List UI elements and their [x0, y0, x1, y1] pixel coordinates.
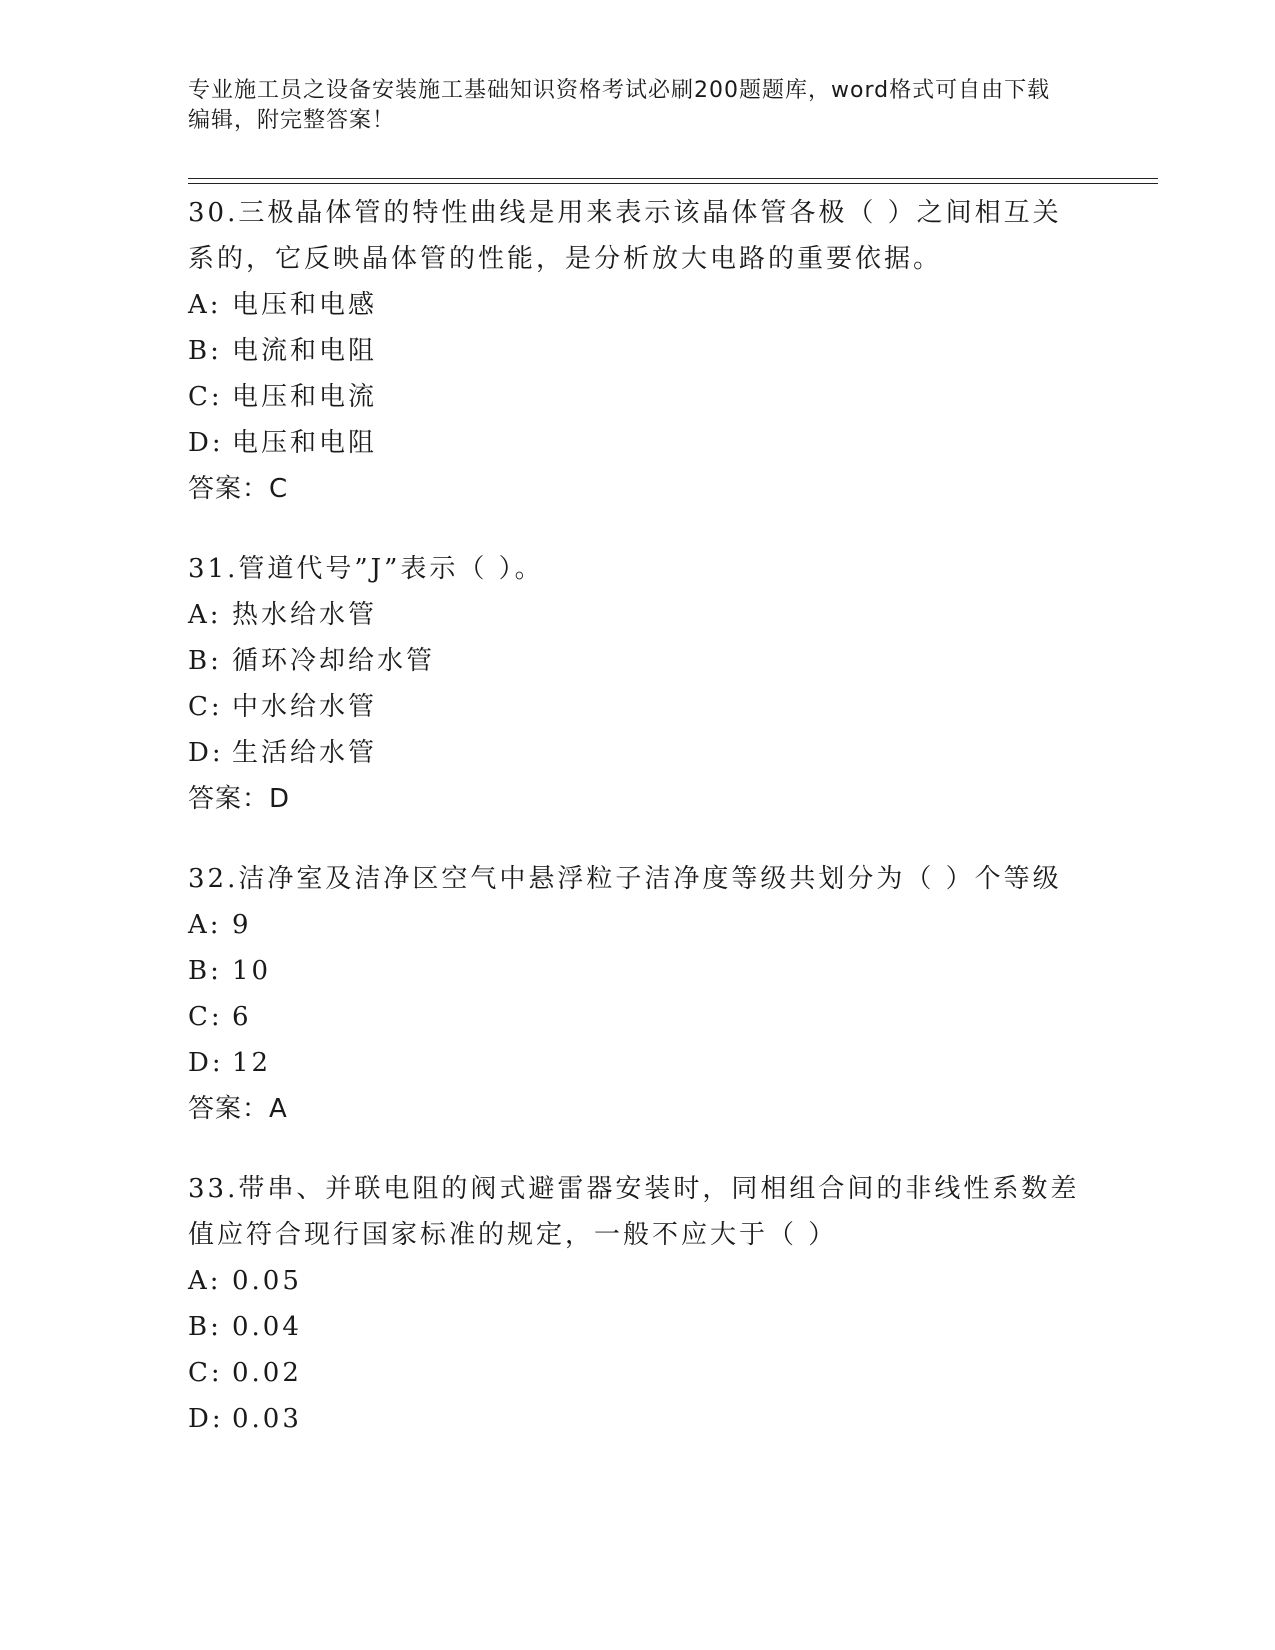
option-text: 0.04 — [232, 1312, 302, 1342]
option-key: A: — [188, 290, 222, 320]
option-text: 9 — [232, 910, 252, 940]
answer-line: 答案：A — [188, 1094, 288, 1124]
option-text: 中水给水管 — [232, 692, 378, 722]
question-32 — [188, 856, 1088, 1132]
option-text: 生活给水管 — [232, 738, 378, 768]
option-key: D: — [188, 1048, 224, 1078]
option-text: 热水给水管 — [232, 600, 378, 630]
option-key: C: — [188, 382, 223, 412]
header-divider-bottom — [188, 183, 1158, 184]
answer-line: 答案：C — [188, 474, 289, 504]
option-key: A: — [188, 600, 222, 630]
question-stem: 30.三极晶体管的特性曲线是用来表示该晶体管各极（ ）之间相互关系的，它反映晶体管的性能，是分析放大电路的重要依据。 — [188, 198, 1062, 274]
question-list — [188, 190, 1088, 1476]
question-stem: 33.带串、并联电阻的阀式避雷器安装时，同相组合间的非线性系数差值应符合现行国家标准的规定，一般不应大于（ ） — [188, 1174, 1080, 1250]
option-text: 0.05 — [232, 1266, 302, 1296]
question-33 — [188, 1166, 1088, 1442]
option-b — [188, 1304, 1088, 1350]
option-text: 循环冷却给水管 — [232, 646, 436, 676]
option-c — [188, 374, 1088, 420]
option-key: D: — [188, 428, 224, 458]
option-text: 12 — [232, 1048, 272, 1078]
option-text: 0.02 — [232, 1358, 302, 1388]
option-key: B: — [188, 646, 222, 676]
option-key: A: — [188, 1266, 222, 1296]
question-stem: 31.管道代号”J”表示（ ）。 — [188, 554, 544, 584]
option-c — [188, 684, 1088, 730]
option-b — [188, 328, 1088, 374]
option-key: B: — [188, 1312, 222, 1342]
option-key: C: — [188, 692, 223, 722]
option-text: 电流和电阻 — [232, 336, 378, 366]
option-a — [188, 592, 1088, 638]
option-text: 电压和电流 — [232, 382, 378, 412]
option-c — [188, 1350, 1088, 1396]
option-d — [188, 1040, 1088, 1086]
option-key: C: — [188, 1002, 223, 1032]
question-stem: 32.洁净室及洁净区空气中悬浮粒子洁净度等级共划分为（ ）个等级 — [188, 864, 1062, 894]
option-b — [188, 638, 1088, 684]
option-d — [188, 730, 1088, 776]
option-text: 6 — [232, 1002, 252, 1032]
option-key: D: — [188, 1404, 224, 1434]
option-key: A: — [188, 910, 222, 940]
option-key: C: — [188, 1358, 223, 1388]
question-31 — [188, 546, 1088, 822]
option-text: 电压和电阻 — [232, 428, 378, 458]
answer-line: 答案：D — [188, 784, 291, 814]
option-c — [188, 994, 1088, 1040]
option-d — [188, 1396, 1088, 1442]
option-a — [188, 282, 1088, 328]
document-header: 专业施工员之设备安装施工基础知识资格考试必刷200题题库，word格式可自由下载编辑，附完整答案！ — [188, 78, 1051, 133]
option-a — [188, 902, 1088, 948]
option-b — [188, 948, 1088, 994]
header-divider-top — [188, 178, 1158, 179]
option-d — [188, 420, 1088, 466]
option-text: 10 — [232, 956, 272, 986]
option-key: B: — [188, 336, 222, 366]
option-text: 电压和电感 — [232, 290, 378, 320]
option-key: D: — [188, 738, 224, 768]
question-30 — [188, 190, 1088, 512]
option-key: B: — [188, 956, 222, 986]
option-text: 0.03 — [232, 1404, 302, 1434]
option-a — [188, 1258, 1088, 1304]
